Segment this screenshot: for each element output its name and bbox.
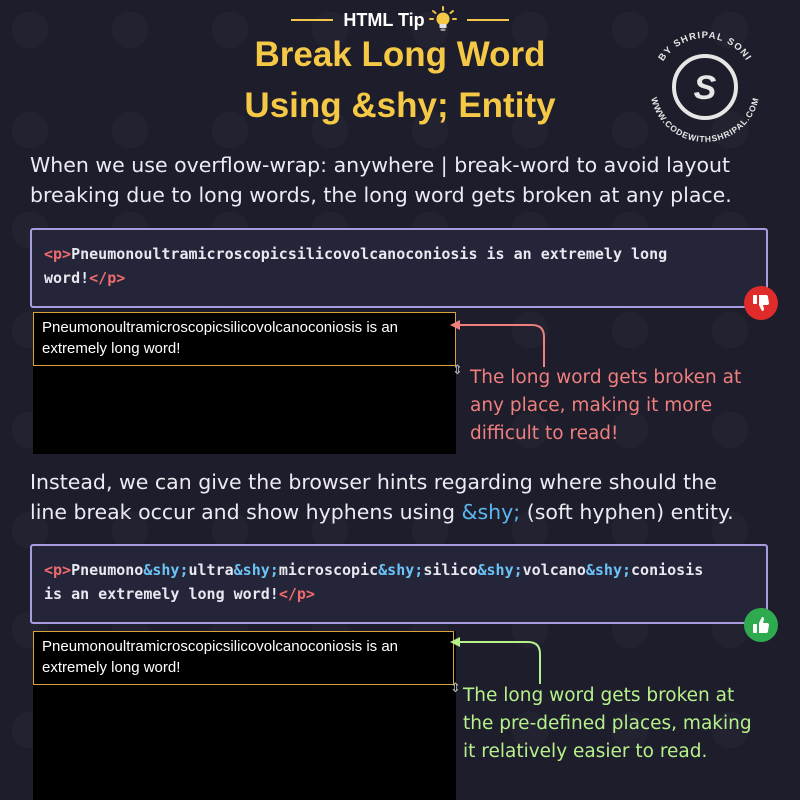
shy-entity-highlight: &shy; <box>461 500 521 524</box>
tip-line-right <box>467 19 509 21</box>
code2-part: silico <box>423 561 478 579</box>
stamp-logo-letter: S <box>693 69 717 107</box>
instead-line-2-suffix: (soft hyphen) entity. <box>520 500 734 524</box>
stamp-author-text: BY SHRIPAL SONI <box>656 30 754 64</box>
stamp-website-text: WWW.CODEWITHSHRIPAL.COM <box>649 96 761 145</box>
code2-part: microscopic <box>278 561 379 579</box>
intro-line-2: breaking due to long words, the long word gets broken at any place. <box>30 183 732 207</box>
instead-line-2-prefix: line break occur and show hyphens using <box>30 500 462 524</box>
demo2-line-1: Pneumonoultramicroscopicsilicovolcanoconiosis is an <box>42 638 399 655</box>
code2-line-2 <box>44 582 754 606</box>
code2-shy-entity: &shy; <box>477 561 523 579</box>
thumbs-up-icon <box>751 615 771 635</box>
note1-line-1: The long word gets broken at <box>470 367 742 388</box>
note1-line-2: any place, making it more <box>470 395 713 416</box>
code2-part: Pneumono <box>71 561 144 579</box>
code1-content-2: word! <box>44 269 90 287</box>
code1-close-tag: </p> <box>89 269 126 287</box>
code2-shy-entity: &shy; <box>585 561 632 579</box>
code2-open-tag: <p> <box>44 561 72 579</box>
demo1-paragraph <box>33 312 456 366</box>
code-block-overflow-wrap <box>30 228 768 308</box>
code1-line-1 <box>44 242 754 266</box>
bad-badge <box>744 286 778 320</box>
code1-line-2 <box>44 266 754 290</box>
note2-line-3: it relatively easier to read. <box>463 741 708 762</box>
code-block-soft-hyphen <box>30 544 768 624</box>
demo1-line-2: extremely long word! <box>42 340 181 357</box>
demo2-paragraph <box>33 631 454 685</box>
instead-line-1: Instead, we can give the browser hints regarding where should the <box>30 470 717 494</box>
demo2-line-2: extremely long word! <box>42 659 181 676</box>
note-any-place <box>470 364 741 448</box>
note1-line-3: difficult to read! <box>470 423 619 444</box>
intro-line-1: When we use overflow-wrap: anywhere | break-word to avoid layout <box>30 153 731 177</box>
code1-open-tag: <p> <box>44 245 72 263</box>
resize-handle-2[interactable]: ⇕ <box>450 681 461 696</box>
code2-part: volcano <box>522 561 586 579</box>
good-badge <box>744 608 778 642</box>
demo-browser-2 <box>33 631 456 800</box>
light-bulb-icon <box>429 6 457 34</box>
title-line-2: Using &shy; Entity <box>244 86 556 125</box>
code2-content-2: is an extremely long word! <box>44 585 279 603</box>
code2-line-1 <box>44 558 754 582</box>
code1-content-1: Pneumonoultramicroscopicsilicovolcanoconiosis is an extremely long <box>71 245 668 263</box>
code2-shy-entity: &shy; <box>378 561 424 579</box>
intro-paragraph <box>30 150 770 210</box>
code2-shy-entity: &shy; <box>143 561 189 579</box>
code2-close-tag: </p> <box>278 585 315 603</box>
tip-line-left <box>291 19 333 21</box>
note2-line-2: the pre-defined places, making <box>463 713 752 734</box>
instead-line-2 <box>30 497 770 527</box>
demo1-line-1: Pneumonoultramicroscopicsilicovolcanoconiosis is an <box>42 319 399 336</box>
note2-line-1: The long word gets broken at <box>463 685 735 706</box>
title-line-1: Break Long Word <box>254 35 546 74</box>
code2-part: ultra <box>188 561 234 579</box>
code2-part: coniosis <box>631 561 704 579</box>
thumbs-down-icon <box>751 293 771 313</box>
instead-paragraph <box>30 467 770 527</box>
note-predefined-places <box>463 682 752 766</box>
code2-shy-entity: &shy; <box>233 561 279 579</box>
author-stamp <box>640 22 770 152</box>
demo-browser-1 <box>33 312 456 454</box>
resize-handle-1[interactable]: ⇕ <box>452 363 463 378</box>
tip-label: HTML Tip <box>343 9 425 30</box>
